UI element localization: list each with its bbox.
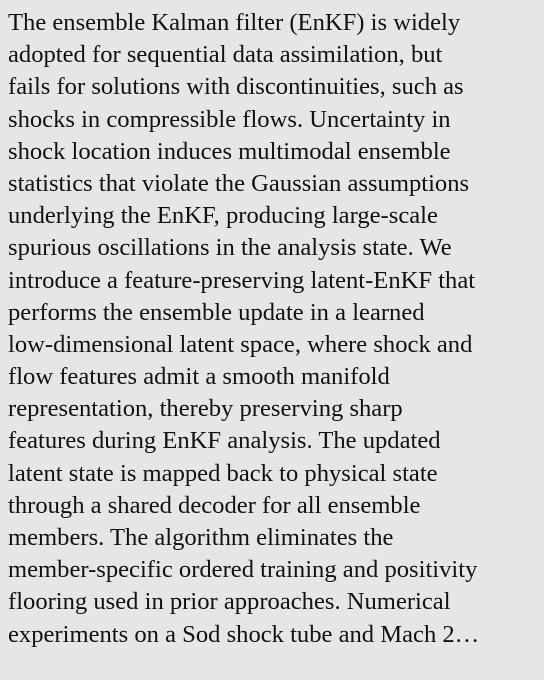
abstract-line: spurious oscillations in the analysis state. We <box>8 234 452 262</box>
abstract-line: underlying the EnKF, producing large-scale <box>8 202 438 230</box>
abstract-line: features during EnKF analysis. The updated <box>8 427 441 455</box>
abstract-line: members. The algorithm eliminates the <box>8 524 394 551</box>
abstract-line: low-dimensional latent space, where shock and <box>8 330 473 358</box>
abstract-line: The ensemble Kalman filter (EnKF) is widely <box>8 9 461 36</box>
abstract-line: performs the ensemble update in a learned <box>8 298 425 326</box>
abstract-line: introduce a feature-preserving latent-EnKF that <box>8 266 476 294</box>
abstract-text <box>8 7 536 651</box>
abstract-line: adopted for sequential data assimilation, but <box>8 41 443 69</box>
abstract-line: member-specific ordered training and positivity <box>8 556 478 584</box>
abstract-line: fails for solutions with discontinuities, such as <box>8 73 464 101</box>
abstract-line: shock location induces multimodal ensemble <box>8 137 451 165</box>
abstract-line: shocks in compressible flows. Uncertainty in <box>8 105 451 133</box>
abstract-line: statistics that violate the Gaussian assumptions <box>8 169 470 197</box>
abstract-line: representation, thereby preserving sharp <box>8 395 403 423</box>
abstract-line: experiments on a Sod shock tube and Mach 2… <box>8 620 480 648</box>
abstract-line: flow features admit a smooth manifold <box>8 363 390 391</box>
abstract-line: latent state is mapped back to physical state <box>8 459 438 487</box>
abstract-line: flooring used in prior approaches. Numerical <box>8 588 451 616</box>
abstract-line: through a shared decoder for all ensemble <box>8 491 421 519</box>
